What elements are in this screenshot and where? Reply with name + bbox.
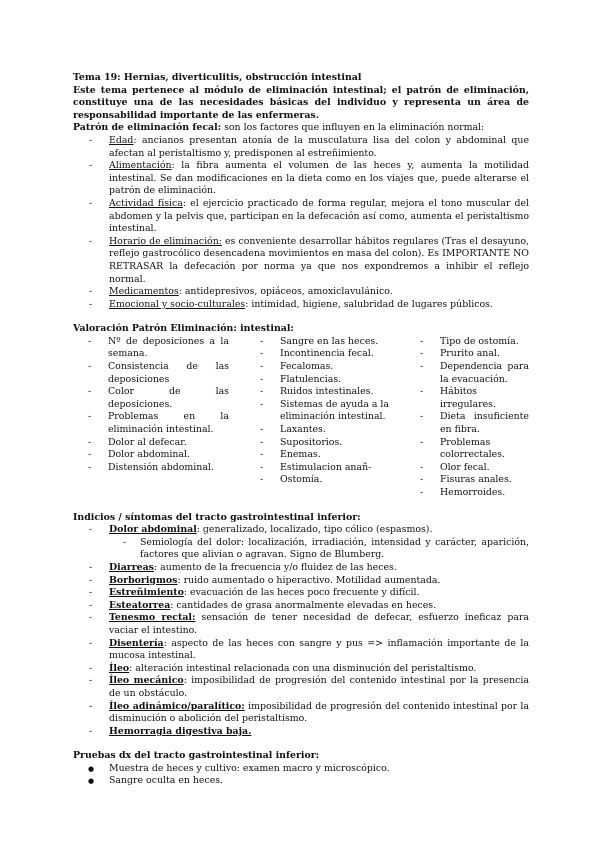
- intro-paragraph: Este tema pertenece al módulo de eliminación intestinal; el patrón de eliminación, constituye una de las necesidades básicas del individuo y representa un área de responsabilidad importante de las enfermeras.: [73, 84, 529, 121]
- item-term: Disentería: [109, 637, 164, 649]
- valuation-column-2: [245, 336, 405, 500]
- document-title: Tema 19: Hernias, diverticulitis, obstrucción intestinal: [73, 72, 362, 83]
- list-item: - Ostomía.: [245, 474, 389, 487]
- list-item: ● Muestra de heces y cultivo: examen macro y microscópico.: [73, 763, 529, 776]
- pattern-heading: Patrón de eliminación fecal:: [73, 122, 222, 134]
- list-item: - Prurito anal.: [405, 348, 529, 361]
- item-term: Íleo: [109, 662, 130, 674]
- list-item: - Hábitos irregulares.: [405, 386, 529, 411]
- list-item: - Olor fecal.: [405, 462, 529, 475]
- list-item: [73, 160, 529, 198]
- list-item: [73, 663, 529, 676]
- list-item: - Sangre en las heces.: [245, 336, 389, 349]
- item-term: Hemorragia digestiva baja.: [109, 725, 252, 737]
- valuation-columns: [73, 336, 529, 500]
- list-item: - Flatulencias.: [245, 374, 389, 387]
- item-term: Estreñimiento: [109, 587, 184, 599]
- item-term: Dolor abdominal: [109, 524, 197, 536]
- item-text: : aspecto de las heces con sangre y pus => inflamación importante de la mucosa intestinal.: [109, 637, 529, 662]
- item-text: : imposibilidad de progresión del contenido intestinal por la presencia de un obstáculo.: [109, 675, 530, 699]
- item-term: Horario de eliminación:: [109, 235, 222, 247]
- item-text: : evacuación de las heces poco frecuente y difícil.: [183, 587, 420, 599]
- list-item: - Incontinencia fecal.: [245, 348, 389, 361]
- item-term: Alimentación: [109, 160, 172, 172]
- item-term: Borborigmos: [109, 574, 178, 586]
- list-item: - Enemas.: [245, 449, 389, 462]
- list-item: [73, 675, 529, 700]
- item-term: Actividad física: [109, 197, 183, 209]
- list-item: - Semiología del dolor: localización, irradiación, intensidad y carácter, aparición, factores que alivian o agravan. Signo de Blumberg.: [73, 537, 529, 562]
- list-item: [73, 726, 529, 739]
- item-text: : alteración intestinal relacionada con una disminución del peristaltismo.: [129, 662, 477, 674]
- list-item: - Fecalomas.: [245, 361, 389, 374]
- signs-list: [73, 524, 529, 738]
- list-item: [73, 236, 529, 286]
- signs-heading: Indicios / síntomas del tracto gastrointestinal inferior:: [73, 511, 361, 523]
- item-term: Emocional y socio-culturales: [109, 298, 246, 310]
- list-item: - Dieta insuficiente en fibra.: [405, 411, 529, 436]
- item-term: Íleo adinámico/paralítico:: [109, 700, 245, 712]
- list-item: - Laxantes.: [245, 424, 389, 437]
- list-item: - Hemorroides.: [405, 487, 529, 500]
- list-item: - Distensión abdominal.: [73, 462, 229, 475]
- tests-heading: Pruebas dx del tracto gastrointestinal inferior:: [73, 750, 320, 762]
- list-item: - Problemas en la eliminación intestinal.: [73, 411, 229, 436]
- list-item: - Fisuras anales.: [405, 474, 529, 487]
- list-item: [73, 562, 529, 575]
- list-item: - Consistencia de las deposiciones: [73, 361, 229, 386]
- item-text: : ancianos presentan atonía de la musculatura lisa del colon y abdominal que afectan al peristaltismo y, predisponen al estreñimiento.: [109, 134, 529, 159]
- item-text: : cantidades de grasa anormalmente elevadas en heces.: [170, 599, 437, 611]
- list-item: [73, 638, 529, 663]
- list-item: [73, 600, 529, 613]
- pattern-lead: son los factores que influyen en la eliminación normal:: [221, 122, 485, 134]
- valuation-column-3: [405, 336, 529, 500]
- item-text: : intimidad, higiene, salubridad de lugares públicos.: [245, 298, 493, 310]
- list-item: [73, 524, 529, 562]
- item-text: : el ejercicio practicado de forma regular, mejora el tono muscular del abdomen y la pelvis que, participan en la defecación así como, aumenta el peristaltismo intestinal.: [109, 197, 529, 235]
- list-item: - Ruidos intestinales.: [245, 386, 389, 399]
- item-text: sensación de tener necesidad de defecar, esfuerzo ineficaz para vaciar el intestino.: [109, 612, 529, 636]
- list-item: - Dependencia para la evacuación.: [405, 361, 529, 386]
- item-text: : aumento de la frecuencia y/o fluidez de las heces.: [153, 561, 397, 573]
- list-item: - Problemas colorrectales.: [405, 437, 529, 462]
- pattern-list: [73, 135, 529, 311]
- item-term: Medicamentos: [109, 286, 179, 298]
- list-item: [73, 612, 529, 637]
- list-item: - Dolor al defecar.: [73, 437, 229, 450]
- item-term: Esteatorrea: [109, 599, 171, 611]
- item-text: : ruido aumentado o hiperactivo. Motilidad aumentada.: [177, 574, 441, 586]
- item-term: Edad: [109, 134, 134, 146]
- sub-list: [73, 537, 529, 562]
- list-item: ● Sangre oculta en heces.: [73, 775, 529, 788]
- list-item: [73, 701, 529, 726]
- item-text: es conveniente desarrollar hábitos regulares (Tras el desayuno, reflejo gastrocólico desencadena movimientos en masa del colon). Es IMPORTANTE NO RETRASAR la defecación por norma ya que nos expondremos a inhibir el reflejo normal.: [109, 235, 529, 285]
- list-item: [73, 286, 529, 299]
- list-item: - Sistemas de ayuda a la eliminación intestinal.: [245, 399, 389, 424]
- item-term: Tenesmo rectal:: [109, 612, 196, 624]
- list-item: [73, 575, 529, 588]
- valuation-heading: Valoración Patrón Eliminación: intestinal:: [73, 323, 294, 335]
- item-text: : antidepresivos, opiáceos, amoxiclavulánico.: [178, 286, 393, 298]
- item-term: Íleo mecánico: [109, 675, 184, 687]
- item-text: : la fibra aumenta el volumen de las heces y, aumenta la motilidad intestinal. Se dan modificaciones en la dieta como en los viajes que, puede alterarse el patrón de eliminación.: [109, 160, 529, 197]
- list-item: [73, 135, 529, 160]
- list-item: - Nº de deposiciones a la semana.: [73, 336, 229, 361]
- list-item: - Supositorios.: [245, 437, 389, 450]
- item-text: : generalizado, localizado, tipo cólico (espasmos).: [196, 524, 433, 536]
- valuation-column-1: [73, 336, 245, 500]
- list-item: [73, 198, 529, 236]
- list-item: - Estimulacion anañ-: [245, 462, 389, 475]
- list-item: - Dolor abdominal.: [73, 449, 229, 462]
- document-page: [73, 72, 529, 788]
- list-item: - Tipo de ostomía.: [405, 336, 529, 349]
- list-item: [73, 587, 529, 600]
- pattern-lead-line: [73, 122, 529, 135]
- tests-list: [73, 763, 529, 788]
- item-term: Diarreas: [109, 561, 154, 573]
- list-item: [73, 299, 529, 312]
- list-item: - Color de las deposiciones.: [73, 386, 229, 411]
- item-text: imposibilidad de progresión del contenido intestinal por la disminución o abolición del peristaltismo.: [109, 700, 529, 725]
